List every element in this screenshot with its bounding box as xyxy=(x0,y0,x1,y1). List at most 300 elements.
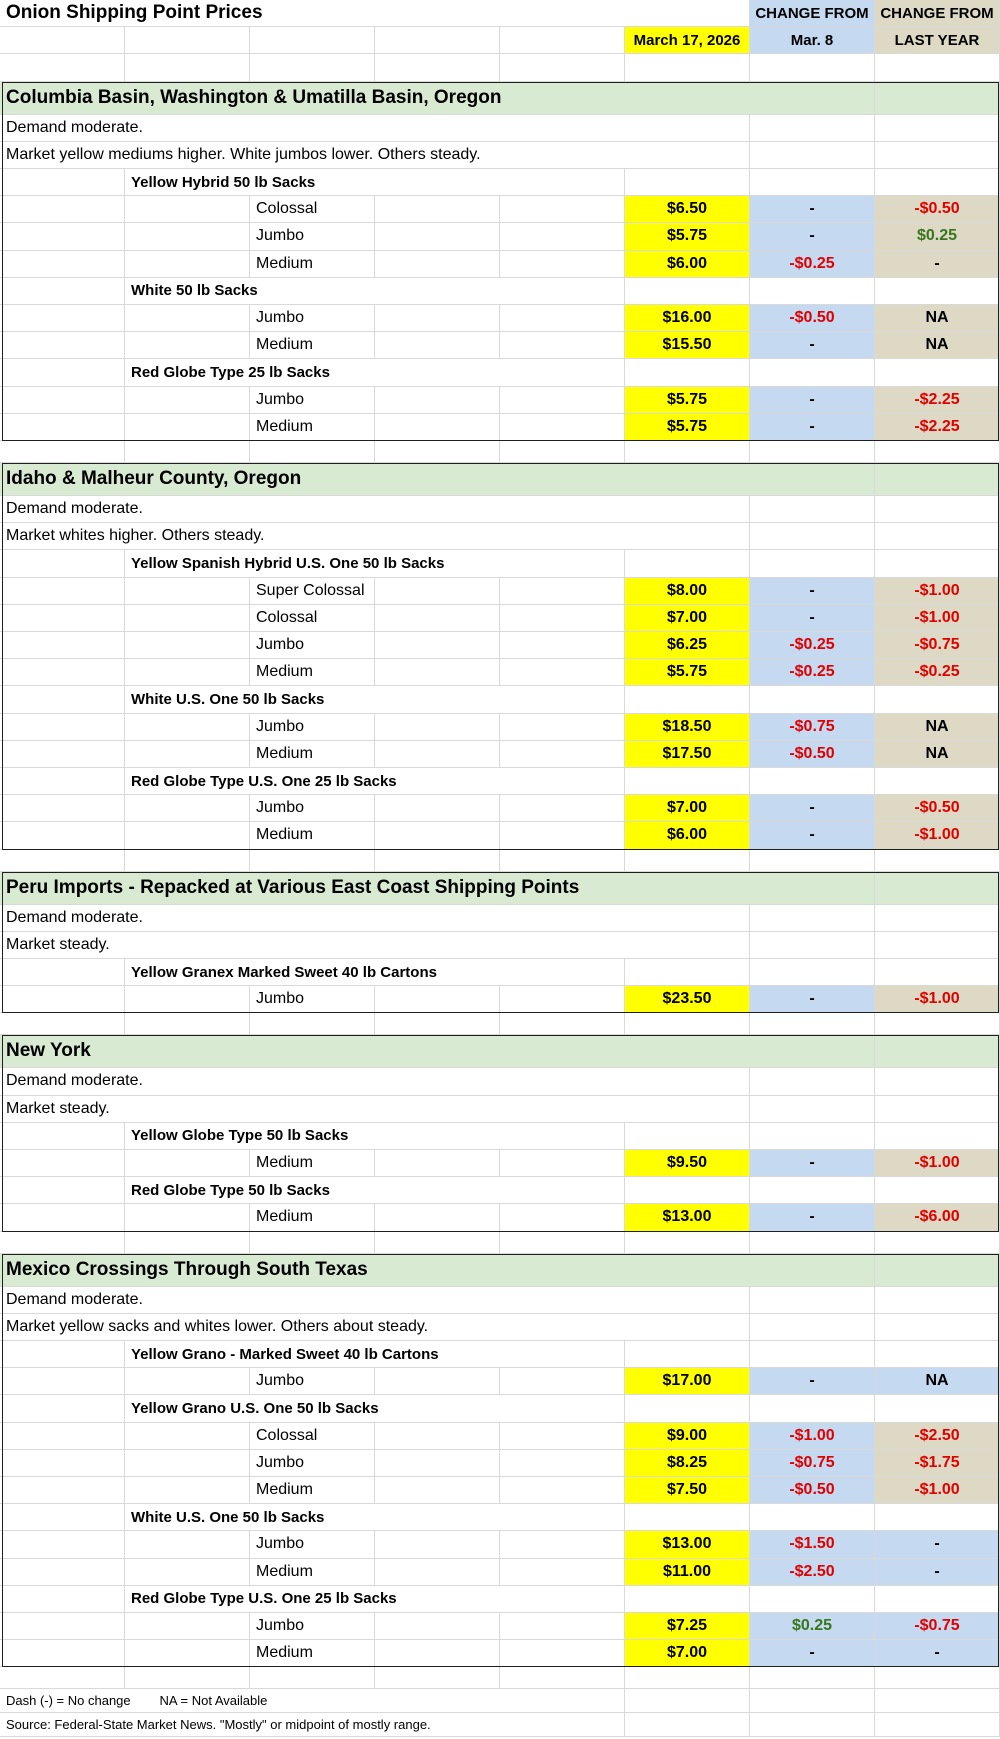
region-title: Peru Imports - Repacked at Various East Coast Shipping Points xyxy=(0,872,875,905)
empty-cell xyxy=(0,1667,125,1689)
empty-cell xyxy=(625,550,750,577)
price-row xyxy=(0,1531,1000,1558)
empty-cell xyxy=(125,605,250,632)
empty-cell xyxy=(375,1204,500,1231)
region-title: Columbia Basin, Washington & Umatilla Basin, Oregon xyxy=(0,82,875,115)
price-row xyxy=(0,659,1000,686)
empty-cell xyxy=(250,1667,375,1689)
empty-cell xyxy=(0,1368,125,1395)
header-row-1 xyxy=(0,0,1000,27)
price-value: $13.00 xyxy=(625,1204,750,1231)
empty-cell xyxy=(0,1640,125,1667)
empty-cell xyxy=(875,1314,1000,1341)
price-row xyxy=(0,605,1000,632)
empty-cell xyxy=(375,741,500,768)
empty-cell xyxy=(375,223,500,250)
market-note: Market steady. xyxy=(0,932,750,959)
price-row xyxy=(0,1368,1000,1395)
market-row xyxy=(0,1096,1000,1123)
empty-cell xyxy=(625,850,750,872)
empty-cell xyxy=(625,54,750,81)
empty-cell xyxy=(500,1531,625,1558)
price-value: $5.75 xyxy=(625,414,750,441)
empty-cell xyxy=(500,1477,625,1504)
empty-cell xyxy=(625,169,750,196)
price-value: $7.25 xyxy=(625,1613,750,1640)
size-label: Medium xyxy=(250,332,375,359)
price-row xyxy=(0,251,1000,278)
pack-row xyxy=(0,359,1000,386)
size-label: Medium xyxy=(250,1477,375,1504)
empty-cell xyxy=(500,714,625,741)
price-value: $17.50 xyxy=(625,741,750,768)
empty-cell xyxy=(500,414,625,441)
empty-cell xyxy=(125,305,250,332)
empty-cell xyxy=(375,1559,500,1586)
change-from-last-year: -$2.25 xyxy=(875,414,1000,441)
empty-cell xyxy=(375,1531,500,1558)
empty-cell xyxy=(875,850,1000,872)
spacer-row xyxy=(0,1013,1000,1035)
empty-cell xyxy=(875,278,1000,305)
change-from-last-week: -$0.75 xyxy=(750,714,875,741)
empty-cell xyxy=(750,1232,875,1254)
change-from-last-week: -$2.50 xyxy=(750,1559,875,1586)
empty-cell xyxy=(500,1232,625,1254)
empty-cell xyxy=(750,550,875,577)
empty-cell xyxy=(0,196,125,223)
change-from-last-week: - xyxy=(750,1640,875,1667)
price-value: $11.00 xyxy=(625,1559,750,1586)
region-fill xyxy=(875,872,1000,905)
empty-cell xyxy=(375,1667,500,1689)
empty-cell xyxy=(500,251,625,278)
empty-cell xyxy=(125,1368,250,1395)
empty-cell xyxy=(125,741,250,768)
price-value: $5.75 xyxy=(625,659,750,686)
market-note: Market whites higher. Others steady. xyxy=(0,523,750,550)
change-from-last-week: -$0.50 xyxy=(750,305,875,332)
change-from-last-week: - xyxy=(750,795,875,822)
pack-row xyxy=(0,278,1000,305)
demand-note: Demand moderate. xyxy=(0,1068,750,1095)
empty-cell xyxy=(875,1013,1000,1035)
empty-cell xyxy=(875,1123,1000,1150)
empty-cell xyxy=(750,959,875,986)
empty-cell xyxy=(500,1368,625,1395)
date-label: March 17, 2026 xyxy=(625,27,750,54)
empty-cell xyxy=(500,741,625,768)
empty-cell xyxy=(875,359,1000,386)
demand-note: Demand moderate. xyxy=(0,1287,750,1314)
empty-cell xyxy=(0,741,125,768)
change-from-last-week: -$0.50 xyxy=(750,741,875,768)
price-row xyxy=(0,223,1000,250)
empty-cell xyxy=(375,27,500,54)
region-row xyxy=(0,82,1000,115)
price-row xyxy=(0,332,1000,359)
empty-cell xyxy=(750,54,875,81)
empty-cell xyxy=(0,54,125,81)
market-note: Market yellow mediums higher. White jumbos lower. Others steady. xyxy=(0,142,750,169)
empty-cell xyxy=(500,54,625,81)
price-row xyxy=(0,632,1000,659)
empty-cell xyxy=(500,1150,625,1177)
empty-cell xyxy=(375,714,500,741)
empty-cell xyxy=(250,850,375,872)
size-label: Jumbo xyxy=(250,986,375,1013)
size-label: Medium xyxy=(250,251,375,278)
market-note: Market yellow sacks and whites lower. Others about steady. xyxy=(0,1314,750,1341)
change-from-last-week: - xyxy=(750,332,875,359)
empty-cell xyxy=(375,54,500,81)
empty-cell xyxy=(500,1613,625,1640)
empty-cell xyxy=(0,659,125,686)
empty-cell xyxy=(375,441,500,463)
empty-cell xyxy=(125,1531,250,1558)
pack-row xyxy=(0,1177,1000,1204)
change-from-last-year: - xyxy=(875,1640,1000,1667)
price-row xyxy=(0,795,1000,822)
empty-cell xyxy=(375,1150,500,1177)
empty-cell xyxy=(500,305,625,332)
empty-cell xyxy=(875,523,1000,550)
empty-cell xyxy=(125,251,250,278)
change-from-last-week: - xyxy=(750,223,875,250)
empty-cell xyxy=(0,1150,125,1177)
change-from-last-year: - xyxy=(875,251,1000,278)
change-from-last-year: -$2.50 xyxy=(875,1423,1000,1450)
footnote-row-1 xyxy=(0,1689,1000,1713)
empty-cell xyxy=(750,1689,875,1713)
empty-cell xyxy=(750,169,875,196)
empty-cell xyxy=(375,578,500,605)
empty-cell xyxy=(125,632,250,659)
empty-cell xyxy=(375,659,500,686)
empty-cell xyxy=(500,1450,625,1477)
empty-cell xyxy=(0,223,125,250)
empty-cell xyxy=(625,1586,750,1613)
price-row xyxy=(0,714,1000,741)
empty-cell xyxy=(750,1395,875,1422)
price-row xyxy=(0,1613,1000,1640)
empty-cell xyxy=(250,1232,375,1254)
empty-cell xyxy=(750,1586,875,1613)
price-row xyxy=(0,741,1000,768)
change-from-last-week: - xyxy=(750,578,875,605)
empty-cell xyxy=(625,1667,750,1689)
price-row xyxy=(0,986,1000,1013)
empty-cell xyxy=(875,1177,1000,1204)
price-row xyxy=(0,1423,1000,1450)
pack-label: White U.S. One 50 lb Sacks xyxy=(125,1504,625,1531)
pack-label: Yellow Hybrid 50 lb Sacks xyxy=(125,169,625,196)
pack-label: Red Globe Type U.S. One 25 lb Sacks xyxy=(125,768,625,795)
empty-cell xyxy=(625,1232,750,1254)
empty-cell xyxy=(500,387,625,414)
size-label: Jumbo xyxy=(250,632,375,659)
price-row xyxy=(0,1559,1000,1586)
price-value: $7.00 xyxy=(625,605,750,632)
demand-row xyxy=(0,905,1000,932)
empty-cell xyxy=(125,1204,250,1231)
empty-cell xyxy=(500,27,625,54)
empty-cell xyxy=(625,1123,750,1150)
pack-row xyxy=(0,1341,1000,1368)
empty-cell xyxy=(0,278,125,305)
market-row xyxy=(0,523,1000,550)
pack-label: Red Globe Type 50 lb Sacks xyxy=(125,1177,625,1204)
empty-cell xyxy=(750,905,875,932)
market-row xyxy=(0,932,1000,959)
change-from-last-week: - xyxy=(750,414,875,441)
empty-cell xyxy=(0,1504,125,1531)
change-from-last-year: -$0.50 xyxy=(875,795,1000,822)
empty-cell xyxy=(0,578,125,605)
empty-cell xyxy=(500,1559,625,1586)
empty-cell xyxy=(125,1013,250,1035)
empty-cell xyxy=(625,1689,750,1713)
empty-cell xyxy=(0,441,125,463)
empty-cell xyxy=(500,332,625,359)
pack-row xyxy=(0,959,1000,986)
empty-cell xyxy=(875,1341,1000,1368)
price-value: $6.00 xyxy=(625,251,750,278)
pack-label: White U.S. One 50 lb Sacks xyxy=(125,686,625,713)
empty-cell xyxy=(125,54,250,81)
empty-cell xyxy=(0,714,125,741)
region-row xyxy=(0,872,1000,905)
change-from-last-week: - xyxy=(750,822,875,849)
empty-cell xyxy=(125,1450,250,1477)
change-from-last-week: - xyxy=(750,387,875,414)
pack-row xyxy=(0,550,1000,577)
empty-cell xyxy=(750,496,875,523)
pack-row xyxy=(0,1395,1000,1422)
empty-cell xyxy=(375,605,500,632)
empty-cell xyxy=(0,1123,125,1150)
price-value: $23.50 xyxy=(625,986,750,1013)
empty-cell xyxy=(125,578,250,605)
empty-cell xyxy=(0,768,125,795)
change-from-last-year: $0.25 xyxy=(875,223,1000,250)
region-title: Idaho & Malheur County, Oregon xyxy=(0,463,875,496)
empty-cell xyxy=(875,54,1000,81)
empty-cell xyxy=(750,686,875,713)
empty-cell xyxy=(375,1640,500,1667)
empty-cell xyxy=(875,1504,1000,1531)
change-from-last-week: -$0.25 xyxy=(750,659,875,686)
empty-cell xyxy=(625,686,750,713)
empty-cell xyxy=(875,1667,1000,1689)
change-from-last-week: -$0.50 xyxy=(750,1477,875,1504)
empty-cell xyxy=(500,578,625,605)
price-value: $5.75 xyxy=(625,387,750,414)
empty-cell xyxy=(0,387,125,414)
empty-cell xyxy=(750,1177,875,1204)
price-row xyxy=(0,1450,1000,1477)
empty-cell xyxy=(0,686,125,713)
demand-note: Demand moderate. xyxy=(0,905,750,932)
change-from-last-year: -$1.00 xyxy=(875,822,1000,849)
change-from-last-year: -$0.25 xyxy=(875,659,1000,686)
empty-cell xyxy=(750,142,875,169)
size-label: Jumbo xyxy=(250,795,375,822)
empty-cell xyxy=(0,1013,125,1035)
header-row-2 xyxy=(0,27,1000,54)
pack-label: Red Globe Type 25 lb Sacks xyxy=(125,359,625,386)
size-label: Jumbo xyxy=(250,714,375,741)
price-row xyxy=(0,578,1000,605)
price-row xyxy=(0,1204,1000,1231)
empty-cell xyxy=(125,1423,250,1450)
price-value: $6.50 xyxy=(625,196,750,223)
pack-row xyxy=(0,1504,1000,1531)
empty-cell xyxy=(875,496,1000,523)
change-from-last-week: $0.25 xyxy=(750,1613,875,1640)
empty-cell xyxy=(750,768,875,795)
empty-cell xyxy=(375,850,500,872)
region-fill xyxy=(875,463,1000,496)
change-from-last-year: - xyxy=(875,1559,1000,1586)
change-from-last-year: NA xyxy=(875,332,1000,359)
spacer-row xyxy=(0,1667,1000,1689)
region-title: New York xyxy=(0,1035,875,1068)
empty-cell xyxy=(500,196,625,223)
empty-cell xyxy=(375,1477,500,1504)
empty-cell xyxy=(625,959,750,986)
empty-cell xyxy=(0,959,125,986)
empty-cell xyxy=(375,1423,500,1450)
change-from-last-year: -$0.75 xyxy=(875,1613,1000,1640)
pack-row xyxy=(0,1586,1000,1613)
empty-cell xyxy=(500,850,625,872)
change-from-last-year: -$0.75 xyxy=(875,632,1000,659)
pack-row xyxy=(0,686,1000,713)
empty-cell xyxy=(375,986,500,1013)
empty-cell xyxy=(875,959,1000,986)
empty-cell xyxy=(875,1713,1000,1737)
empty-cell xyxy=(0,359,125,386)
empty-cell xyxy=(875,142,1000,169)
empty-cell xyxy=(750,1341,875,1368)
demand-row xyxy=(0,115,1000,142)
empty-cell xyxy=(0,414,125,441)
empty-cell xyxy=(875,550,1000,577)
empty-cell xyxy=(875,768,1000,795)
change-from-last-year: NA xyxy=(875,741,1000,768)
empty-cell xyxy=(0,1177,125,1204)
price-row xyxy=(0,1477,1000,1504)
empty-cell xyxy=(0,795,125,822)
change-from-last-week: -$0.25 xyxy=(750,632,875,659)
price-value: $15.50 xyxy=(625,332,750,359)
change-from-last-week: -$1.00 xyxy=(750,1423,875,1450)
region-row xyxy=(0,463,1000,496)
empty-cell xyxy=(375,1232,500,1254)
empty-cell xyxy=(125,1150,250,1177)
pack-row xyxy=(0,169,1000,196)
empty-cell xyxy=(125,1640,250,1667)
empty-cell xyxy=(125,1667,250,1689)
price-value: $17.00 xyxy=(625,1368,750,1395)
price-row xyxy=(0,1640,1000,1667)
empty-cell xyxy=(125,1559,250,1586)
pack-label: Yellow Grano - Marked Sweet 40 lb Cartons xyxy=(125,1341,625,1368)
empty-cell xyxy=(875,441,1000,463)
region-fill xyxy=(875,1035,1000,1068)
price-value: $9.00 xyxy=(625,1423,750,1450)
size-label: Medium xyxy=(250,659,375,686)
empty-cell xyxy=(0,822,125,849)
empty-cell xyxy=(875,1068,1000,1095)
change-from-last-year: -$1.00 xyxy=(875,986,1000,1013)
empty-cell xyxy=(125,1477,250,1504)
empty-cell xyxy=(0,1613,125,1640)
empty-cell xyxy=(0,251,125,278)
change1-title: CHANGE FROM xyxy=(750,0,875,27)
empty-cell xyxy=(0,1477,125,1504)
empty-cell xyxy=(875,1232,1000,1254)
change1-sub: Mar. 8 xyxy=(750,27,875,54)
spacer-row xyxy=(0,441,1000,463)
legend-note: Dash (-) = No change NA = Not Available xyxy=(0,1689,625,1713)
page-title: Onion Shipping Point Prices xyxy=(0,0,750,27)
empty-cell xyxy=(625,1395,750,1422)
price-row xyxy=(0,414,1000,441)
size-label: Medium xyxy=(250,414,375,441)
size-label: Medium xyxy=(250,1204,375,1231)
price-value: $8.25 xyxy=(625,1450,750,1477)
empty-cell xyxy=(500,795,625,822)
size-label: Medium xyxy=(250,1559,375,1586)
empty-cell xyxy=(125,659,250,686)
empty-cell xyxy=(625,441,750,463)
size-label: Jumbo xyxy=(250,1613,375,1640)
price-value: $8.00 xyxy=(625,578,750,605)
size-label: Medium xyxy=(250,1640,375,1667)
price-value: $5.75 xyxy=(625,223,750,250)
empty-cell xyxy=(0,1204,125,1231)
empty-cell xyxy=(625,1013,750,1035)
demand-row xyxy=(0,1287,1000,1314)
empty-cell xyxy=(750,1068,875,1095)
price-row xyxy=(0,387,1000,414)
empty-cell xyxy=(750,115,875,142)
empty-cell xyxy=(375,332,500,359)
pack-label: Red Globe Type U.S. One 25 lb Sacks xyxy=(125,1586,625,1613)
change-from-last-year: -$1.75 xyxy=(875,1450,1000,1477)
empty-cell xyxy=(0,1341,125,1368)
pack-label: White 50 lb Sacks xyxy=(125,278,625,305)
empty-cell xyxy=(500,223,625,250)
empty-cell xyxy=(750,1287,875,1314)
change2-sub: LAST YEAR xyxy=(875,27,1000,54)
empty-cell xyxy=(250,1013,375,1035)
empty-cell xyxy=(875,686,1000,713)
change-from-last-week: -$0.25 xyxy=(750,251,875,278)
demand-note: Demand moderate. xyxy=(0,115,750,142)
price-value: $6.25 xyxy=(625,632,750,659)
empty-cell xyxy=(500,1640,625,1667)
change-from-last-year: NA xyxy=(875,1368,1000,1395)
region-fill xyxy=(875,82,1000,115)
market-note: Market steady. xyxy=(0,1096,750,1123)
empty-cell xyxy=(625,1713,750,1737)
price-value: $7.50 xyxy=(625,1477,750,1504)
change-from-last-week: -$1.50 xyxy=(750,1531,875,1558)
empty-cell xyxy=(875,115,1000,142)
